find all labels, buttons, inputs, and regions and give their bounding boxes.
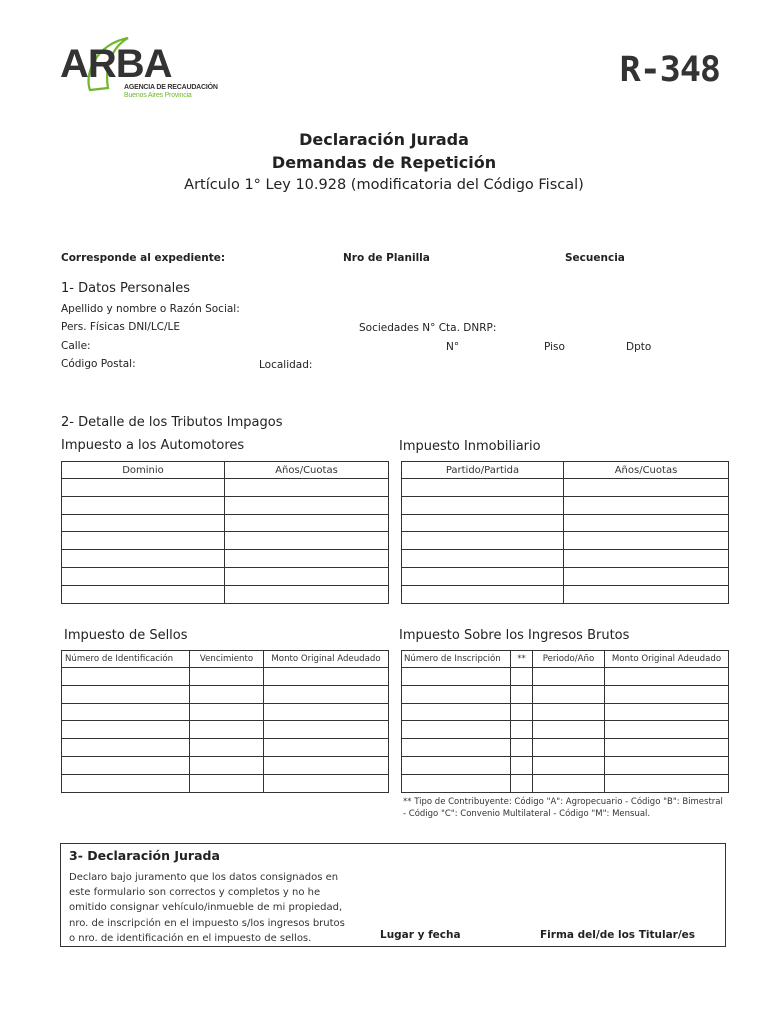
table-row: [62, 585, 389, 603]
apellido-label: Apellido y nombre o Razón Social:: [61, 303, 240, 315]
logo: ARBA: [60, 42, 172, 86]
table-row: [62, 721, 389, 739]
ingresos-table: [401, 650, 729, 793]
section-declaracion-heading: 3- Declaración Jurada: [69, 848, 220, 863]
ingresos-col-inscripcion: Número de Inscripción: [402, 651, 511, 668]
table-row: [402, 514, 729, 532]
form-code: R-348: [619, 50, 720, 90]
table-row: [62, 739, 389, 757]
tipo-contribuyente-note-2: - Código "C": Convenio Multilateral - Código "M": Mensual.: [403, 809, 651, 819]
ingresos-col-tipo: **: [511, 651, 533, 668]
table-row: [402, 721, 729, 739]
automotores-col-dominio: Dominio: [62, 462, 225, 479]
table-row: [62, 532, 389, 550]
table-row: [402, 703, 729, 721]
table-row: [402, 532, 729, 550]
ingresos-title: Impuesto Sobre los Ingresos Brutos: [399, 628, 630, 643]
table-row: [402, 774, 729, 792]
declaracion-line: este formulario son correctos y completos y no he: [69, 887, 321, 899]
table-row: [402, 567, 729, 585]
table-row: [402, 756, 729, 774]
logo-tagline: Buenos Aires Provincia: [124, 92, 192, 99]
table-row: [62, 479, 389, 497]
declaracion-box: [60, 843, 726, 947]
sociedades-label: Sociedades N° Cta. DNRP:: [359, 322, 497, 334]
title-line-2: Demandas de Repetición: [271, 153, 497, 172]
title-line-3: Artículo 1° Ley 10.928 (modificatoria del Código Fiscal): [184, 177, 584, 193]
section-datos-heading: 1- Datos Personales: [61, 281, 191, 296]
inmobiliario-title: Impuesto Inmobiliario: [399, 439, 541, 454]
localidad-label: Localidad:: [259, 359, 313, 371]
table-row: [402, 739, 729, 757]
sellos-col-vencimiento: Vencimiento: [190, 651, 264, 668]
declaracion-text: [69, 870, 349, 946]
table-row: [62, 550, 389, 568]
inmobiliario-col-anios: Años/Cuotas: [564, 462, 729, 479]
table-row: [62, 514, 389, 532]
automotores-col-anios: Años/Cuotas: [225, 462, 389, 479]
lugar-fecha-label: Lugar y fecha: [380, 929, 461, 941]
sellos-table: [61, 650, 389, 793]
ingresos-col-monto: Monto Original Adeudado: [605, 651, 729, 668]
declaracion-line: nro. de inscripción en el impuesto s/los ingresos brutos: [69, 917, 345, 929]
table-row: [62, 756, 389, 774]
firma-label: Firma del/de los Titular/es: [540, 929, 696, 941]
inmobiliario-table: [401, 461, 729, 604]
title-line-1: Declaración Jurada: [299, 130, 469, 149]
calle-label: Calle:: [61, 340, 91, 352]
table-row: [62, 774, 389, 792]
dpto-label: Dpto: [626, 341, 652, 353]
table-row: [62, 685, 389, 703]
sellos-title: Impuesto de Sellos: [64, 628, 188, 643]
secuencia-label: Secuencia: [565, 252, 625, 264]
automotores-title: Impuesto a los Automotores: [61, 438, 245, 453]
declaracion-line: Declaro bajo juramento que los datos consignados en: [69, 872, 339, 883]
inmobiliario-col-partido: Partido/Partida: [402, 462, 564, 479]
table-row: [62, 668, 389, 686]
table-row: [402, 685, 729, 703]
declaracion-line: omitido consignar vehículo/inmueble de mi propiedad,: [69, 902, 343, 914]
codigo-postal-label: Código Postal:: [61, 358, 136, 370]
logo-subtitle: AGENCIA DE RECAUDACIÓN: [124, 84, 218, 91]
table-row: [62, 496, 389, 514]
sellos-col-monto: Monto Original Adeudado: [264, 651, 389, 668]
table-row: [62, 703, 389, 721]
section-tributos-heading: 2- Detalle de los Tributos Impagos: [61, 415, 283, 430]
numero-label: N°: [446, 341, 460, 353]
expediente-label: Corresponde al expediente:: [61, 252, 226, 264]
table-row: [402, 585, 729, 603]
table-row: [402, 668, 729, 686]
piso-label: Piso: [544, 341, 565, 353]
automotores-table: [61, 461, 389, 604]
table-row: [62, 567, 389, 585]
ingresos-col-periodo: Periodo/Año: [533, 651, 605, 668]
dni-label: Pers. Físicas DNI/LC/LE: [61, 321, 181, 333]
table-row: [402, 550, 729, 568]
table-row: [402, 479, 729, 497]
planilla-label: Nro de Planilla: [343, 252, 430, 264]
declaracion-line: o nro. de identificación en el impuesto de sellos.: [69, 932, 312, 944]
table-row: [402, 496, 729, 514]
tipo-contribuyente-note-1: ** Tipo de Contribuyente: Código "A": Agropecuario - Código "B": Bimestral: [403, 797, 723, 807]
sellos-col-identificacion: Número de Identificación: [62, 651, 190, 668]
